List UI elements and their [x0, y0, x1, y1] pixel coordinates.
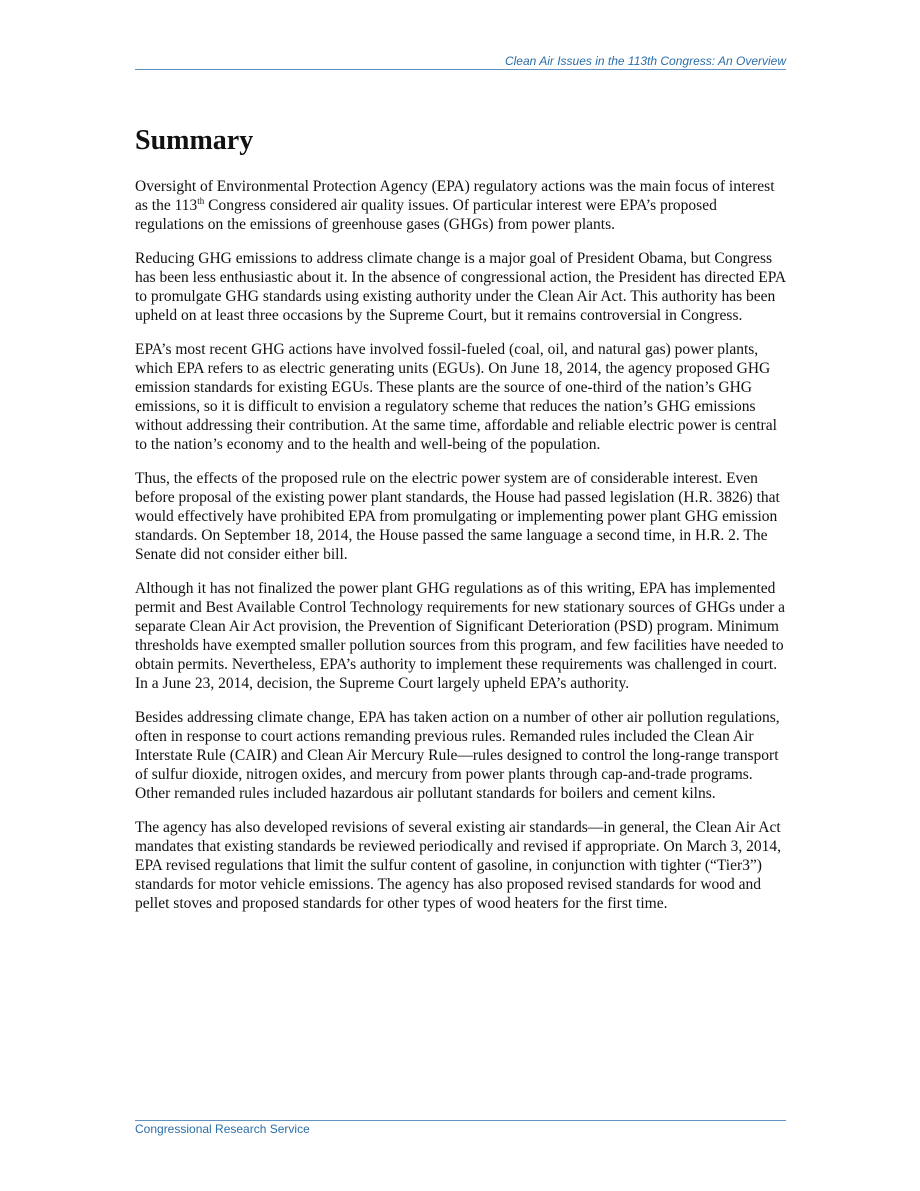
running-header: Clean Air Issues in the 113th Congress: An Overview — [504, 54, 786, 68]
summary-body — [135, 177, 786, 928]
ordinal-suffix: th — [197, 195, 205, 206]
paragraph-oversight — [135, 177, 786, 234]
page-title: Summary — [135, 125, 254, 156]
paragraph-climate-change-goal: Reducing GHG emissions to address climate change is a major goal of President Obama, but Congress has been less enthusiastic about it. In the absence of congressional action, the President has directed EPA to promulgate GHG standards using existing authority under the Clean Air Act. This authority has been upheld on at least three occasions by the Supreme Court, but it remains controversial in Congress. — [135, 250, 786, 324]
paragraph-psd-program: Although it has not finalized the power plant GHG regulations as of this writing, EPA has implemented permit and Best Available Control Technology requirements for new stationary sources of GHGs under a separate Clean Air Act provision, the Prevention of Significant Deterioration (PSD) program. Minimum thresholds have exempted smaller pollution sources from this program, and few facilities have needed to obtain permits. Nevertheless, EPA’s authority to implement these requirements was challenged in court. In a June 23, 2014, decision, the Supreme Court largely upheld EPA’s authority. — [135, 580, 786, 692]
footer-label: Congressional Research Service — [135, 1122, 310, 1136]
paragraph-standard-revisions: The agency has also developed revisions of several existing air standards—in general, the Clean Air Act mandates that existing standards be reviewed periodically and revised if appropriate. On March 3, 2014, EPA revised regulations that limit the sulfur content of gasoline, in conjunction with tighter (“Tier3”) standards for motor vehicle emissions. The agency has also proposed revised standards for wood and pellet stoves and proposed standards for other types of wood heaters for the first time. — [135, 819, 782, 912]
paragraph-oversight-text-2: Congress considered air quality issues. Of particular interest were EPA’s proposed regulations on the emissions of greenhouse gases (GHGs) from power plants. — [135, 197, 717, 233]
paragraph-remanded-rules: Besides addressing climate change, EPA has taken action on a number of other air pollution regulations, often in response to court actions remanding previous rules. Remanded rules included the Clean Air Interstate Rule (CAIR) and Clean Air Mercury Rule—rules designed to control the long-range transport of sulfur dioxide, nitrogen oxides, and mercury from power plants through cap-and-trade programs. Other remanded rules included hazardous air pollutant standards for boilers and cement kilns. — [135, 709, 780, 802]
footer-divider — [135, 1120, 786, 1121]
header-divider — [135, 69, 786, 70]
paragraph-oversight-text-1: Oversight of Environmental Protection Agency (EPA) regulatory actions was the main focus of interest as the 113 — [135, 178, 775, 214]
paragraph-house-legislation: Thus, the effects of the proposed rule on the electric power system are of considerable interest. Even before proposal of the existing power plant standards, the House had passed legislation (H.R. 3826) that would effectively have prohibited EPA from promulgating or implementing power plant GHG emission standards. On September 18, 2014, the House passed the same language a second time, in H.R. 2. The Senate did not consider either bill. — [135, 470, 780, 563]
paragraph-power-plants: EPA’s most recent GHG actions have involved fossil-fueled (coal, oil, and natural gas) power plants, which EPA refers to as electric generating units (EGUs). On June 18, 2014, the agency proposed GHG emission standards for existing EGUs. These plants are the source of one-third of the nation’s GHG emissions, so it is difficult to envision a regulatory scheme that reduces the nation’s GHG emissions without addressing their contribution. At the same time, affordable and reliable electric power is central to the nation’s economy and to the health and well-being of the population. — [135, 341, 777, 453]
